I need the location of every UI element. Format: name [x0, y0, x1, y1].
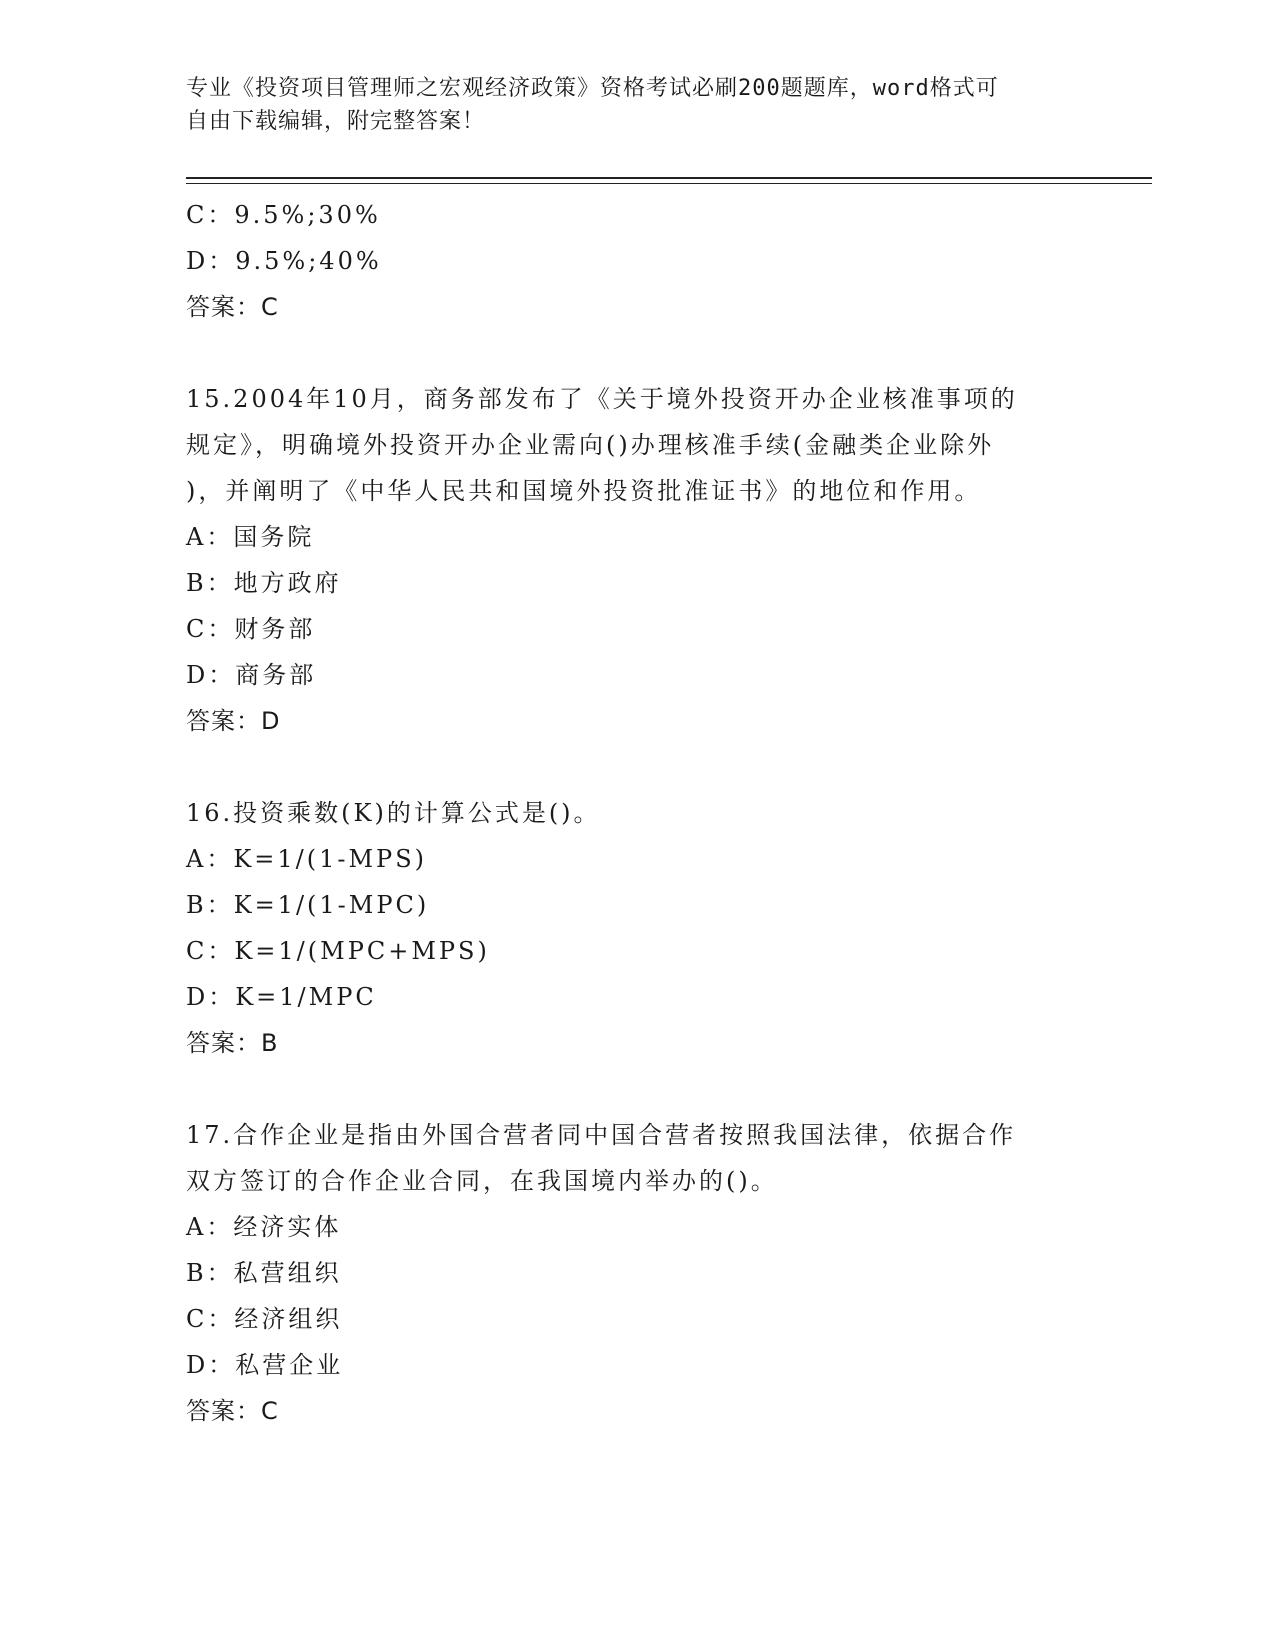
answer-line: 答案：C: [186, 1397, 279, 1425]
option-d: D：K=1/MPC: [186, 983, 377, 1011]
option-c: C：经济组织: [186, 1305, 343, 1333]
option-d: D：私营企业: [186, 1351, 344, 1379]
question-text-line: 15.2004年10月，商务部发布了《关于境外投资开办企业核准事项的: [186, 385, 1018, 413]
question-text-line: 规定》，明确境外投资开办企业需向()办理核准手续(金融类企业除外: [186, 431, 995, 459]
option-a: A：国务院: [186, 523, 315, 551]
header-title-line-2: 自由下载编辑，附完整答案！: [186, 109, 486, 134]
option-b: B：地方政府: [186, 569, 342, 597]
option-b: B：K=1/(1-MPC): [186, 891, 430, 919]
question-text-line: 16.投资乘数(K)的计算公式是()。: [186, 799, 601, 827]
question-16: [186, 790, 1086, 1066]
option-c: C：9.5%;30%: [186, 201, 381, 229]
question-15: [186, 376, 1086, 744]
question-text-line: 双方签订的合作企业合同，在我国境内举办的()。: [186, 1167, 778, 1195]
document-header: [186, 72, 1066, 138]
header-divider-thick: [186, 177, 1152, 179]
answer-line: 答案：B: [186, 1029, 279, 1057]
option-a: A：K=1/(1-MPS): [186, 845, 427, 873]
option-c: C：财务部: [186, 615, 316, 643]
answer-line: 答案：D: [186, 707, 281, 735]
previous-question-tail: [186, 192, 1086, 330]
question-text-line: 17.合作企业是指由外国合营者同中国合营者按照我国法律，依据合作: [186, 1121, 1017, 1149]
option-c: C：K=1/(MPC+MPS): [186, 937, 490, 965]
option-d: D：商务部: [186, 661, 317, 689]
document-body: [186, 192, 1086, 1434]
option-d: D：9.5%;40%: [186, 247, 382, 275]
header-divider-thin: [186, 183, 1152, 184]
question-text-line: )，并阐明了《中华人民共和国境外投资批准证书》的地位和作用。: [186, 477, 982, 505]
answer-line: 答案：C: [186, 293, 279, 321]
option-a: A：经济实体: [186, 1213, 342, 1241]
option-b: B：私营组织: [186, 1259, 342, 1287]
header-title-line-1: 专业《投资项目管理师之宏观经济政策》资格考试必刷200题题库，word格式可: [186, 76, 999, 101]
question-17: [186, 1112, 1086, 1434]
